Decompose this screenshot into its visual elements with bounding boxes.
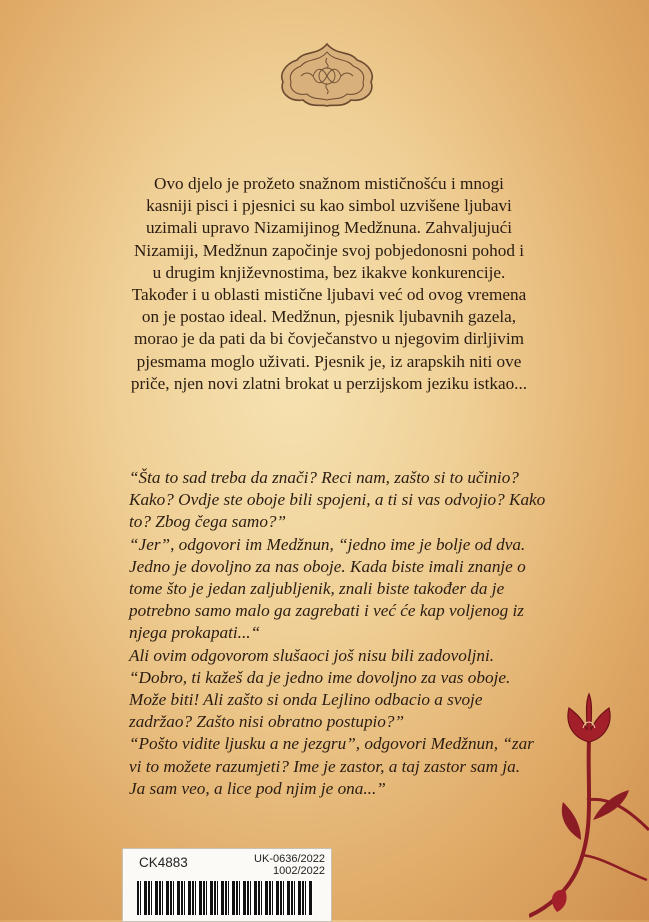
arabesque-ornament-icon	[277, 42, 377, 108]
intro-line: Također i u oblasti mistične ljubavi već od ovog vremena	[131, 285, 527, 305]
dialog-excerpt	[129, 467, 549, 800]
intro-line: kasniji pisci i pjesnici su kao simbol uzvišene ljubavi	[146, 196, 512, 216]
intro-line: pjesmama moglo uživati. Pjesnik je, iz arapskih niti ove	[136, 351, 522, 371]
dialog-line: “Dobro, ti kažeš da je jedno ime dovoljno za vas oboje.	[129, 667, 511, 687]
inventory-code: CK4883	[139, 855, 188, 870]
intro-line: morao je da pati da bi čovječanstvo u njegovim dirljivim	[134, 329, 524, 349]
dialog-line: Može biti! Ali zašto si onda Lejlino odbacio a svoje	[129, 690, 483, 710]
intro-line: Nizamiji, Medžnun započinje svoj pobjedonosni pohod i	[134, 240, 524, 260]
intro-line: priče, njen novi zlatni brokat u perzijskom jeziku istkao...	[130, 373, 528, 393]
dialog-line: zadržao? Zašto nisi obratno postupio?”	[129, 712, 405, 732]
dialog-line: njega prokapati...“	[129, 623, 261, 643]
dialog-line: “Šta to sad treba da znači? Reci nam, zašto si to učinio?	[129, 468, 519, 487]
dialog-line: Ja sam veo, a lice pod njim je ona...”	[129, 778, 386, 798]
dialog-line: vi to možete razumjeti? Ime je zastor, a taj zastor sam ja.	[129, 756, 521, 776]
intro-line: Ovo djelo je prožeto snažnom mističnošću i mnogi	[154, 174, 504, 193]
intro-line: on je postao ideal. Medžnun, pjesnik ljubavnih gazela,	[141, 307, 517, 327]
dialog-line: to? Zbog čega samo?”	[129, 512, 287, 532]
reference-number: UK-0636/2022	[254, 853, 325, 865]
dialog-line: potrebno samo malo ga zagrebati i već će kap voljenog iz	[129, 601, 524, 621]
dialog-line: Jedno je dovoljno za nas oboje. Kada biste imali znanje o	[129, 556, 526, 576]
dialog-line: “Jer”, odgovori im Medžnun, “jedno ime je bolje od dva.	[129, 534, 526, 554]
dialog-line: Kako? Ovdje ste oboje bili spojeni, a ti si vas odvojio? Kako	[129, 490, 546, 510]
reference-number-secondary: 1002/2022	[273, 865, 325, 877]
dialog-line: “Pošto vidite ljusku a ne jezgru”, odgovori Medžnun, “zar	[129, 734, 534, 754]
tulip-vine-icon	[529, 680, 649, 920]
dialog-line: tome što je jedan zaljubljenik, znali biste također da je	[129, 579, 505, 599]
intro-line: uzimali upravo Nizamijinog Medžnuna. Zahvaljujući	[145, 218, 513, 238]
intro-paragraph	[129, 173, 529, 395]
library-sticker	[122, 848, 332, 922]
intro-line: u drugim književnostima, bez ikakve konkurencije.	[152, 262, 506, 282]
barcode-icon	[137, 881, 313, 915]
dialog-line: Ali ovim odgovorom slušaoci još nisu bili zadovoljni.	[129, 645, 495, 665]
